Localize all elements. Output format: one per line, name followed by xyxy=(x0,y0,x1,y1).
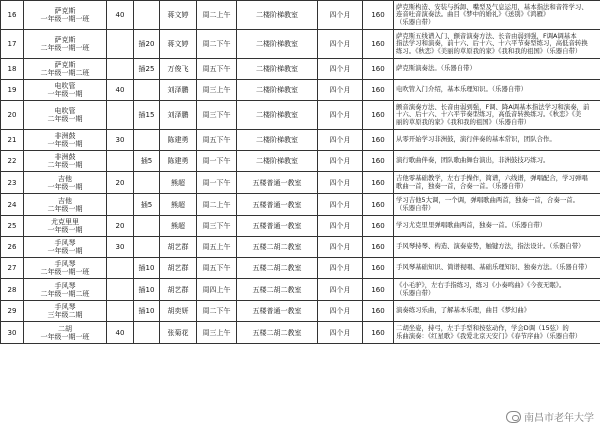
transfer-tag: 插25 xyxy=(134,59,160,80)
course-duration: 四个月 xyxy=(318,130,363,151)
course-name-cell xyxy=(24,101,107,130)
course-name-line: 二胡 xyxy=(58,324,72,333)
course-content-cell xyxy=(394,130,600,151)
classroom: 五楼二胡二教室 xyxy=(237,279,318,301)
class-hours xyxy=(107,59,134,80)
teacher-name: 刘泽鹏 xyxy=(160,101,197,130)
class-time: 周二下午 xyxy=(197,301,237,322)
classroom: 五楼普通一教室 xyxy=(237,216,318,237)
teacher-name: 陈建勇 xyxy=(160,130,197,151)
course-duration: 四个月 xyxy=(318,172,363,194)
course-name-line: 非洲鼓 xyxy=(54,153,76,161)
tuition-fee: 160 xyxy=(363,130,394,151)
content-line: 颤音演奏方法、长音由弱到强，F调、降A调基本指法学习和演奏，前 xyxy=(396,102,590,111)
class-time: 周三下午 xyxy=(197,216,237,237)
content-line: 十六、后十六、十六平节奏型练习，高低音转换练习。《秋恋》《美 xyxy=(396,110,582,119)
course-name-line: 非洲鼓 xyxy=(54,132,76,140)
table-row xyxy=(1,101,600,130)
transfer-tag: 插20 xyxy=(134,30,160,59)
class-time: 周一下午 xyxy=(197,151,237,172)
course-name-line: 二年级一期 xyxy=(47,115,83,123)
course-content-cell xyxy=(394,216,600,237)
classroom: 二楼阶梯教室 xyxy=(237,59,318,80)
class-time: 周五下午 xyxy=(197,130,237,151)
teacher-name: 蒋文婷 xyxy=(160,1,197,30)
table-row xyxy=(1,258,600,279)
course-content-cell xyxy=(394,194,600,216)
row-number: 28 xyxy=(1,279,24,301)
course-name-line: 吉他 xyxy=(58,196,72,205)
transfer-tag xyxy=(134,322,160,344)
teacher-name: 蒋文婷 xyxy=(160,30,197,59)
table-row xyxy=(1,151,600,172)
content-line: （乐器自带） xyxy=(396,288,435,297)
course-duration: 四个月 xyxy=(318,258,363,279)
content-line: （乐器自带） xyxy=(396,17,435,26)
course-name-line: 一年级一期 xyxy=(47,140,83,148)
teacher-name: 刘泽鹏 xyxy=(160,80,197,101)
tuition-fee: 160 xyxy=(363,258,394,279)
class-hours: 40 xyxy=(107,80,134,101)
row-number: 21 xyxy=(1,130,24,151)
transfer-tag: 插10 xyxy=(134,258,160,279)
transfer-tag: 插5 xyxy=(134,194,160,216)
course-name-cell xyxy=(24,80,107,101)
row-number: 25 xyxy=(1,216,24,237)
course-content-cell xyxy=(394,59,600,80)
content-line: 演奏练习乐曲，了解基本乐理，曲目《梦幻曲》 xyxy=(396,306,531,315)
class-hours: 30 xyxy=(107,237,134,258)
teacher-name: 胡艺群 xyxy=(160,258,197,279)
course-content-cell xyxy=(394,30,600,59)
classroom: 二楼阶梯教室 xyxy=(237,101,318,130)
classroom: 二楼阶梯教室 xyxy=(237,80,318,101)
tuition-fee: 160 xyxy=(363,279,394,301)
course-name-line: 吉他 xyxy=(58,174,72,183)
course-name-cell xyxy=(24,30,107,59)
classroom: 五楼二胡二教室 xyxy=(237,322,318,344)
row-number: 30 xyxy=(1,322,24,344)
course-name-line: 电吹管 xyxy=(54,107,76,115)
course-name-line: 萨克斯 xyxy=(54,36,76,44)
class-time: 周五下午 xyxy=(197,258,237,279)
transfer-tag xyxy=(134,80,160,101)
class-time: 周二下午 xyxy=(197,30,237,59)
course-name-cell xyxy=(24,1,107,30)
teacher-name: 陈建勇 xyxy=(160,151,197,172)
row-number: 26 xyxy=(1,237,24,258)
teacher-name: 熊超 xyxy=(160,172,197,194)
course-name-line: 一年级一期 xyxy=(47,226,83,234)
transfer-tag: 插10 xyxy=(134,279,160,301)
tuition-fee: 160 xyxy=(363,322,394,344)
classroom: 五楼普通一教室 xyxy=(237,172,318,194)
course-content-cell xyxy=(394,279,600,301)
class-hours xyxy=(107,194,134,216)
class-hours xyxy=(107,151,134,172)
course-name-cell xyxy=(24,258,107,279)
course-content-cell xyxy=(394,301,600,322)
course-name-line: 二年级一期二班 xyxy=(40,69,90,77)
course-name-cell xyxy=(24,130,107,151)
tuition-fee: 160 xyxy=(363,172,394,194)
row-number: 27 xyxy=(1,258,24,279)
content-line: 指法学习和演奏，前十六、后十六、十六平节奏型练习，高低音转换 xyxy=(396,39,588,48)
course-duration: 四个月 xyxy=(318,101,363,130)
table-row xyxy=(1,301,600,322)
tuition-fee: 160 xyxy=(363,80,394,101)
row-number: 17 xyxy=(1,30,24,59)
content-line: （乐器自带） xyxy=(396,203,435,212)
course-content-cell xyxy=(394,80,600,101)
row-number: 24 xyxy=(1,194,24,216)
content-line: 萨克斯构造、安装与拆卸、嘴型及气息运用，基本指法和音符学习、 xyxy=(396,2,588,11)
course-name-line: 一年级一期 xyxy=(47,90,83,98)
teacher-name: 胡艺群 xyxy=(160,237,197,258)
course-name-line: 手风琴 xyxy=(54,303,76,311)
content-line: 手风琴基础知识、简谱视唱、基础乐理知识、独奏方法。（乐器自带） xyxy=(396,263,591,272)
course-duration: 四个月 xyxy=(318,80,363,101)
course-name-line: 二年级一期一班 xyxy=(40,44,90,52)
row-number: 29 xyxy=(1,301,24,322)
teacher-name: 熊超 xyxy=(160,194,197,216)
tuition-fee: 160 xyxy=(363,59,394,80)
course-name-line: 手风琴 xyxy=(54,281,76,290)
course-name-line: 二年级一期 xyxy=(47,161,83,169)
table-row xyxy=(1,1,600,30)
course-duration: 四个月 xyxy=(318,301,363,322)
row-number: 20 xyxy=(1,101,24,130)
content-line: 电吹管入门介绍，基本乐理知识。（乐器自带） xyxy=(396,85,528,94)
table-row xyxy=(1,322,600,344)
tuition-fee: 160 xyxy=(363,30,394,59)
transfer-tag xyxy=(134,237,160,258)
table-row xyxy=(1,279,600,301)
content-line: 练习。《秋恋》《美丽的草原我的家》《我和我的祖国》（乐器自带） xyxy=(396,46,582,55)
classroom: 五楼普通一教室 xyxy=(237,301,318,322)
class-hours: 40 xyxy=(107,1,134,30)
course-name-line: 二年级一期二班 xyxy=(40,289,90,298)
content-line: 手风琴持琴、构造、演奏姿势，触键方法，指法设计。（乐器自带） xyxy=(396,242,585,251)
course-name-line: 一年级一期一班 xyxy=(40,15,90,23)
transfer-tag: 插10 xyxy=(134,301,160,322)
content-line: 演行歌曲伴奏，团队歌曲舞台演出，非洲鼓技巧练习。 xyxy=(396,156,550,165)
content-line: 学习尤克里里弹唱歌曲两首，独奏一首。（乐器自带） xyxy=(396,221,547,230)
course-content-cell xyxy=(394,172,600,194)
watermark-text: 南昌市老年大学 xyxy=(524,413,594,424)
classroom: 五楼普通一教室 xyxy=(237,194,318,216)
class-hours: 20 xyxy=(107,216,134,237)
table-row xyxy=(1,130,600,151)
course-name-line: 萨克斯 xyxy=(54,7,76,15)
table-row xyxy=(1,59,600,80)
content-line: 《小毛驴》，左右手指练习，练习《小奏鸣曲》《今夜无眠》。 xyxy=(396,281,566,290)
course-name-line: 手风琴 xyxy=(54,260,76,268)
table-row xyxy=(1,172,600,194)
course-duration: 四个月 xyxy=(318,30,363,59)
transfer-tag xyxy=(134,130,160,151)
class-hours xyxy=(107,101,134,130)
row-number: 16 xyxy=(1,1,24,30)
transfer-tag: 插5 xyxy=(134,151,160,172)
course-content-cell xyxy=(394,322,600,344)
class-hours: 40 xyxy=(107,322,134,344)
table-row xyxy=(1,80,600,101)
transfer-tag: 插15 xyxy=(134,101,160,130)
content-line: 学习吉他5大调，一个调，弹唱歌曲两首，独奏一首，合奏一首。 xyxy=(396,196,580,205)
table-row xyxy=(1,216,600,237)
tuition-fee: 160 xyxy=(363,301,394,322)
table-row xyxy=(1,30,600,59)
row-number: 23 xyxy=(1,172,24,194)
class-time: 周二上午 xyxy=(197,1,237,30)
course-name-cell xyxy=(24,151,107,172)
tuition-fee: 160 xyxy=(363,101,394,130)
course-duration: 四个月 xyxy=(318,237,363,258)
class-time: 周三上午 xyxy=(197,322,237,344)
class-time: 周四上午 xyxy=(197,279,237,301)
course-name-line: 二年级一期一班 xyxy=(40,268,90,276)
course-name-line: 一年级一期 xyxy=(47,247,83,255)
course-name-line: 尤克里里 xyxy=(51,218,79,226)
course-content-cell xyxy=(394,1,600,30)
course-name-line: 二年级一期 xyxy=(47,204,83,213)
tuition-fee: 160 xyxy=(363,194,394,216)
transfer-tag xyxy=(134,172,160,194)
course-name-cell xyxy=(24,301,107,322)
course-name-cell xyxy=(24,172,107,194)
course-name-cell xyxy=(24,59,107,80)
row-number: 18 xyxy=(1,59,24,80)
course-duration: 四个月 xyxy=(318,216,363,237)
classroom: 五楼二胡二教室 xyxy=(237,237,318,258)
classroom: 五楼二胡二教室 xyxy=(237,258,318,279)
wechat-icon xyxy=(506,411,521,423)
class-hours xyxy=(107,258,134,279)
class-hours xyxy=(107,30,134,59)
course-name-line: 一年级一期一班 xyxy=(40,332,90,341)
content-line: 二胡坐姿，持弓，左手手型和按弦动作，学会D调（15弦）的 xyxy=(396,324,569,333)
course-name-line: 萨克斯 xyxy=(54,61,76,69)
content-line: 丽的草原我的家》《我和我的祖国》（乐器自带） xyxy=(396,117,531,126)
course-content-cell xyxy=(394,151,600,172)
content-line: 歌曲一首，独奏一首，合奏一首。（乐器自带） xyxy=(396,181,528,190)
course-name-cell xyxy=(24,194,107,216)
course-name-line: 一年级一期 xyxy=(47,182,83,191)
content-line: 从零开始学习非洲鼓，演行伴奏的基本常识，团队合作。 xyxy=(396,135,556,144)
course-duration: 四个月 xyxy=(318,1,363,30)
content-line: 连音吐音演奏法。曲目《梦中的婚礼》《送别》《鸿雁》 xyxy=(396,10,550,19)
course-duration: 四个月 xyxy=(318,194,363,216)
course-content-cell xyxy=(394,101,600,130)
class-hours xyxy=(107,279,134,301)
tuition-fee: 160 xyxy=(363,237,394,258)
course-duration: 四个月 xyxy=(318,59,363,80)
teacher-name: 胡奕妍 xyxy=(160,301,197,322)
table-row xyxy=(1,194,600,216)
class-time: 周三上午 xyxy=(197,80,237,101)
table-row xyxy=(1,237,600,258)
teacher-name: 胡艺群 xyxy=(160,279,197,301)
transfer-tag xyxy=(134,216,160,237)
row-number: 19 xyxy=(1,80,24,101)
course-name-line: 手风琴 xyxy=(54,239,76,247)
tuition-fee: 160 xyxy=(363,1,394,30)
tuition-fee: 160 xyxy=(363,151,394,172)
classroom: 二楼阶梯教室 xyxy=(237,130,318,151)
classroom: 二楼阶梯教室 xyxy=(237,151,318,172)
class-time: 周二上午 xyxy=(197,194,237,216)
class-hours xyxy=(107,301,134,322)
teacher-name: 万俊飞 xyxy=(160,59,197,80)
class-time: 周一下午 xyxy=(197,172,237,194)
class-time: 周三下午 xyxy=(197,101,237,130)
content-line: 萨克斯五线谱入门、颤音演奏方法、长音由弱到强，F调A调基本 xyxy=(396,31,577,40)
course-duration: 四个月 xyxy=(318,322,363,344)
course-name-cell xyxy=(24,322,107,344)
classroom: 二楼阶梯教室 xyxy=(237,30,318,59)
class-hours: 30 xyxy=(107,130,134,151)
class-time: 周五下午 xyxy=(197,59,237,80)
course-name-cell xyxy=(24,216,107,237)
course-name-cell xyxy=(24,279,107,301)
content-line: 乐曲演奏：《红星歌》《我爱北京天安门》《春节序曲》（乐器自带） xyxy=(396,331,582,340)
transfer-tag xyxy=(134,1,160,30)
tuition-fee: 160 xyxy=(363,216,394,237)
course-name-line: 电吹管 xyxy=(54,82,76,90)
class-hours: 20 xyxy=(107,172,134,194)
course-duration: 四个月 xyxy=(318,279,363,301)
content-line: 萨克斯演奏法。（乐器自带） xyxy=(396,64,476,73)
class-time: 周五上午 xyxy=(197,237,237,258)
course-content-cell xyxy=(394,258,600,279)
teacher-name: 熊超 xyxy=(160,216,197,237)
content-line: 吉他零基础教学，左右手操作，简谱，六线谱，弹唱配合，学习弹唱 xyxy=(396,174,588,183)
course-duration: 四个月 xyxy=(318,151,363,172)
teacher-name: 张菊花 xyxy=(160,322,197,344)
classroom: 二楼阶梯教室 xyxy=(237,1,318,30)
course-content-cell xyxy=(394,237,600,258)
course-name-line: 三年级二期 xyxy=(47,311,83,319)
course-name-cell xyxy=(24,237,107,258)
watermark xyxy=(506,409,594,424)
row-number: 22 xyxy=(1,151,24,172)
